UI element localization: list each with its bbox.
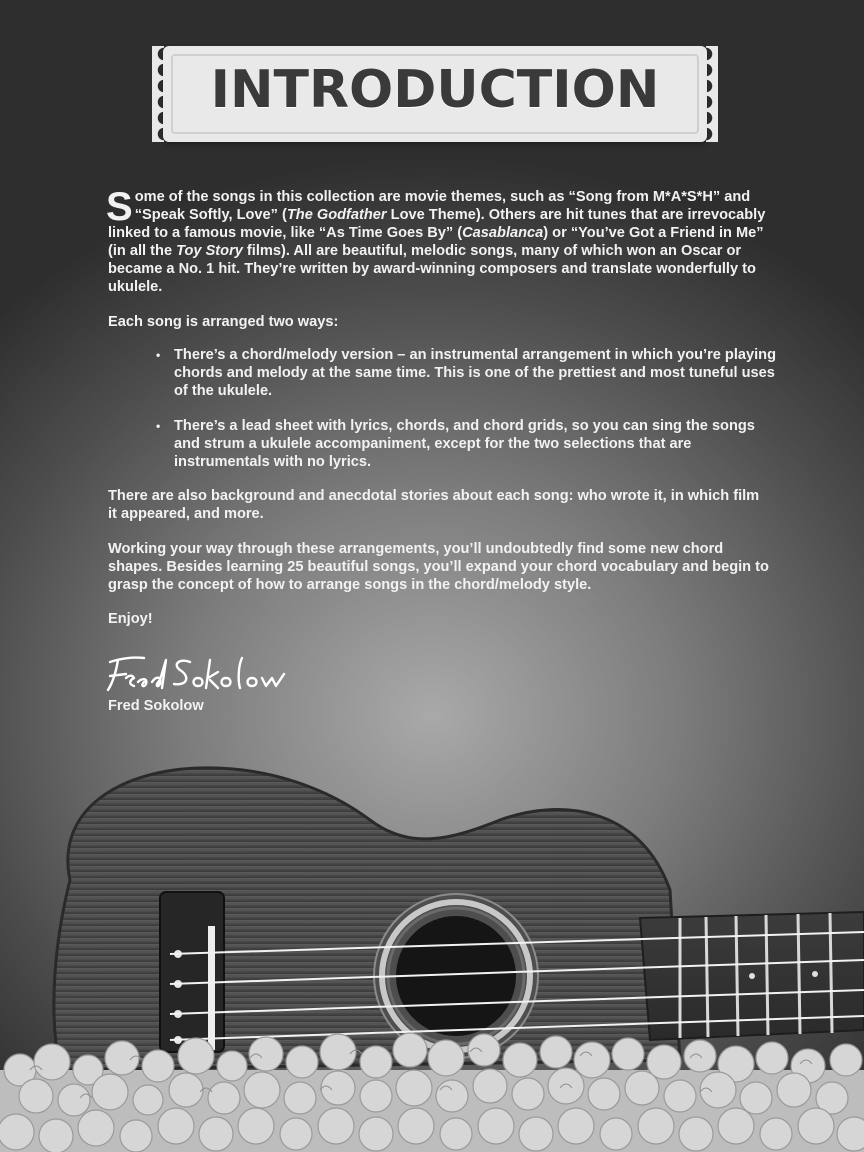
bullet-list-2 xyxy=(156,417,776,471)
p1-title-casablanca: Casablanca xyxy=(462,225,544,241)
page-title: INTRODUCTION xyxy=(210,60,660,120)
intro-paragraph-4: Working your way through these arrangements, you’ll undoubtedly find some new chord shapes. Besides learning 25 beautiful songs, you’ll expand your chord vocabulary and begin to grasp the concept of how to arrange songs in the chord/melody style. xyxy=(108,541,769,593)
bullet-item-chord-melody: • There’s a chord/melody version – an instrumental arrangement in which you’re playing chords and melody at the same time. This is one of the prettiest and most tuneful uses of the ukulele. xyxy=(156,346,776,400)
intro-paragraph-1 xyxy=(106,185,770,296)
popcorn-illustration xyxy=(0,1033,864,1152)
author-name: Fred Sokolow xyxy=(108,698,204,714)
p1-title-godfather: The Godfather xyxy=(286,207,387,223)
ukulele-illustration xyxy=(0,740,864,1152)
title-ticket-banner xyxy=(163,46,707,142)
bullet-list-1 xyxy=(156,346,776,400)
p1-text-e: ) or “You’ve Got a Friend in Me” (in all the xyxy=(108,225,764,259)
signature-image xyxy=(104,652,304,696)
intro-paragraph-5: Enjoy! xyxy=(108,611,153,627)
p1-text-g: films). All are beautiful, melodic songs, many of which won an Oscar or became a No. 1 hit. They’re written by award-winning composers and translate wonderfully to ukulele. xyxy=(108,243,756,295)
bullet-item-lead-sheet: • There’s a lead sheet with lyrics, chords, and chord grids, so you can sing the songs and strum a ukulele accompaniment, except for the two selections that are instrumentals with no lyrics. xyxy=(156,417,776,471)
drop-cap: S xyxy=(106,185,133,229)
intro-paragraph-3: There are also background and anecdotal stories about each song: who wrote it, in which film it appeared, and more. xyxy=(108,488,760,522)
p1-text-c: Love Theme). Others are hit tunes that are irrevocably linked to a famous movie, like “As Time Goes By” ( xyxy=(108,207,766,241)
p1-title-toy-story: Toy Story xyxy=(176,243,243,259)
intro-paragraph-2: Each song is arranged two ways: xyxy=(108,314,339,330)
p1-text-a: ome of the songs in this collection are movie themes, such as “Song from M*A*S*H” and “Speak Softly, Love” ( xyxy=(134,189,751,223)
